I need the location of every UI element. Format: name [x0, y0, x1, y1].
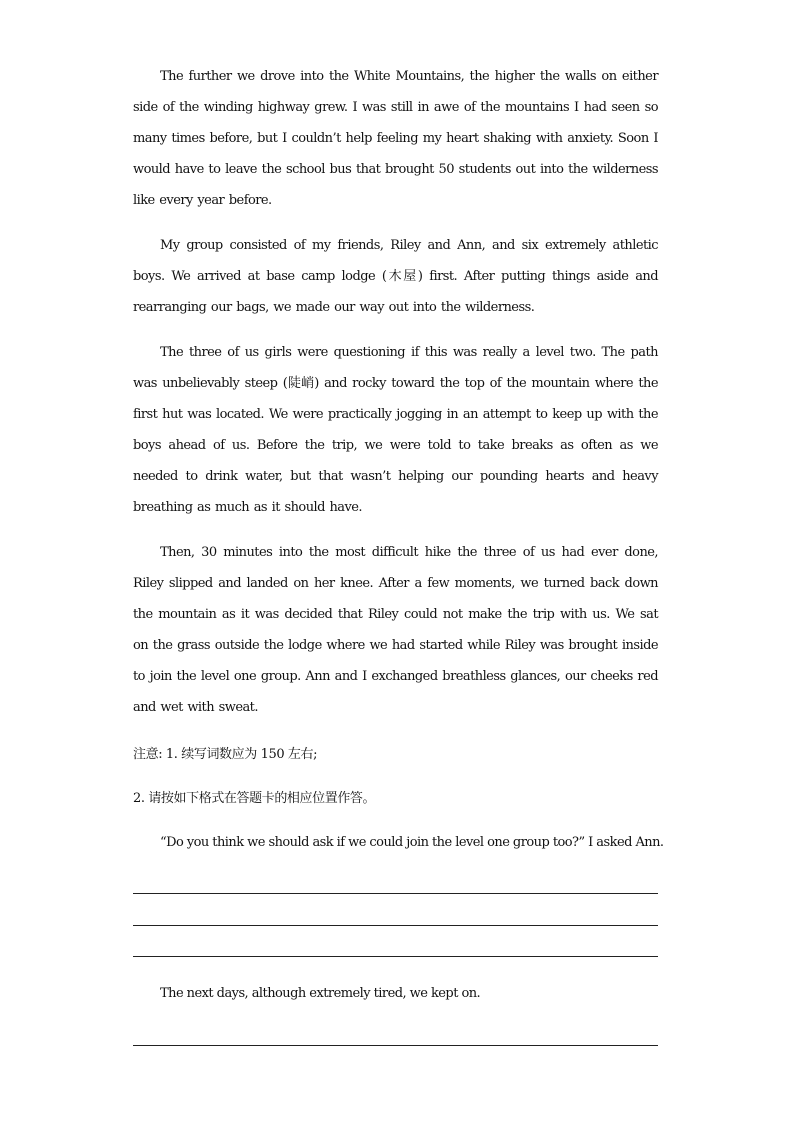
passage-paragraph-4: Then, 30 minutes into the most difficult hike the three of us had ever done, Riley slipped and landed on her knee. After a few moments, we turned back down the mountain as it was decided that Riley could not make the trip with us. We sat on the grass outside the lodge where we had started while Riley was brought inside to join the level one group. Ann and I exchanged breathless glances, our cheeks red and wet with sweat.	[133, 545, 658, 715]
instruction-note-2: 2. 请按如下格式在答题卡的相应位置作答。	[133, 791, 376, 806]
continuation-prompt-1: “Do you think we should ask if we could join the level one group too?” I asked Ann.	[160, 835, 664, 850]
passage-paragraph-3: The three of us girls were questioning if this was really a level two. The path was unbelievably steep (陡峭) and rocky toward the top of the mountain where the first hut was located. We were practically jogging in an attempt to keep up with the boys ahead of us. Before the trip, we were told to take breaks as often as we needed to drink water, but that wasn’t helping our pounding hearts and heavy breathing as much as it should have.	[133, 345, 658, 515]
passage-paragraph-1: The further we drove into the White Mountains, the higher the walls on either side of the winding highway grew. I was still in awe of the mountains I had seen so many times before, but I couldn’t help feeling my heart shaking with anxiety. Soon I would have to leave the school bus that brought 50 students out into the wilderness like every year before.	[133, 69, 658, 208]
answer-line-4	[133, 1045, 658, 1046]
instruction-note-1: 注意: 1. 续写词数应为 150 左右;	[133, 747, 318, 762]
answer-line-3	[133, 956, 658, 957]
continuation-prompt-2: The next days, although extremely tired, we kept on.	[160, 986, 481, 1001]
passage-paragraph-2: My group consisted of my friends, Riley and Ann, and six extremely athletic boys. We arrived at base camp lodge (木屋) first. After putting things aside and rearranging our bags, we made our way out into the wilderness.	[133, 238, 658, 315]
answer-line-2	[133, 925, 658, 926]
answer-line-1	[133, 893, 658, 894]
